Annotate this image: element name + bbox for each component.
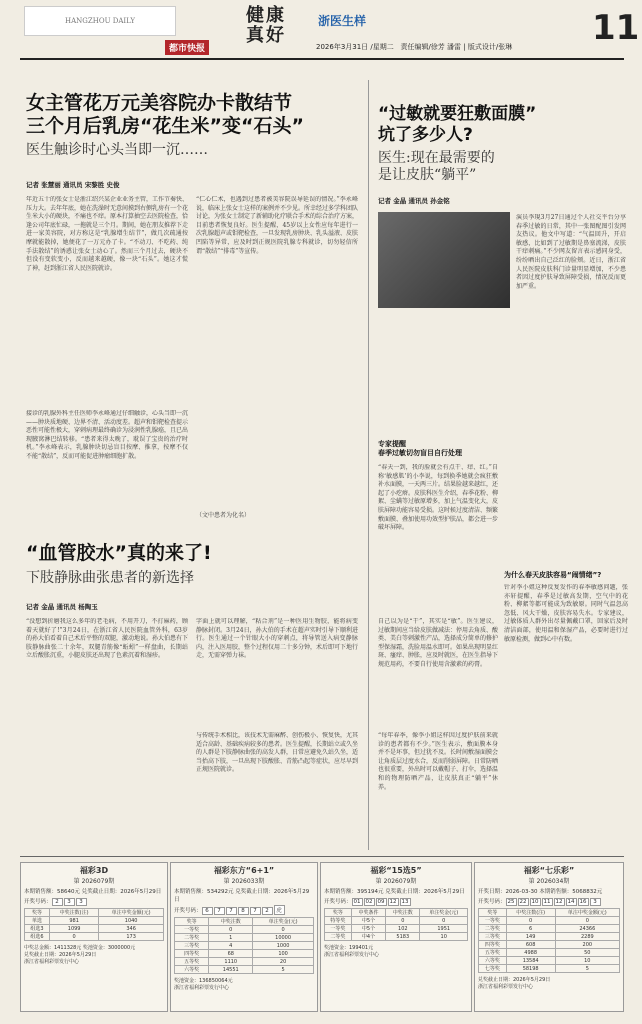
tag-badge: 都市快报 xyxy=(165,40,209,55)
article2-photo xyxy=(378,212,510,308)
header-rule xyxy=(20,58,624,60)
table-cell: 1 xyxy=(209,934,253,942)
section-title: 健康 真好 xyxy=(246,5,286,46)
table-cell: 0 xyxy=(386,917,420,925)
table-cell: 14551 xyxy=(209,966,253,974)
winning-number: 25 xyxy=(507,899,515,905)
article1-byline: 记者 张慧丽 通讯员 宋黎胜 史俊 xyxy=(26,181,120,189)
article3-subtitle: 下肢静脉曲张患者的新选择 xyxy=(26,570,194,586)
table-row xyxy=(175,934,314,942)
table-cell: 三等奖 xyxy=(175,942,209,950)
table-cell: 50 xyxy=(555,949,619,957)
table-header: 单注中奖金额(元) xyxy=(555,909,619,917)
winning-number: 12 xyxy=(389,899,397,905)
table-cell: 0 xyxy=(506,917,555,925)
table-header: 中奖注数 xyxy=(209,918,253,926)
article2-byline: 记者 金晶 通讯员 孙金铭 xyxy=(378,197,450,205)
hangzhou-daily-logo: HANGZHOU DAILY xyxy=(24,6,176,36)
article3-body-col2: 字面上就可以理解，“粘合剂”是一种医用生物胶，能将病变静脉封闭。3月24日，孙大伯的手术在超声实时引导下顺利进行。医生通过一个针眼大小的穿刺点，将导管送入病变静脉内，注入医用胶，整个过程仅用二十多分钟，术后即可下地行走，无需穿弹力袜。 xyxy=(196,618,358,660)
table-cell: 组选3 xyxy=(25,925,50,933)
table-cell: 六等奖 xyxy=(175,966,209,974)
article1-note: （文中患者为化名） xyxy=(196,512,251,519)
table-header: 中奖条件 xyxy=(351,909,385,917)
winning-number: 8 xyxy=(238,907,249,915)
table-cell: 10 xyxy=(555,957,619,965)
table-row xyxy=(479,957,620,965)
table-cell: 2289 xyxy=(555,933,619,941)
table-cell: 中5个 xyxy=(351,917,385,925)
winning-number: 7 xyxy=(214,907,225,915)
winning-number: 16 xyxy=(579,899,587,905)
table-cell: 1040 xyxy=(99,917,164,925)
table-cell: 中4个 xyxy=(351,933,385,941)
winning-number: 01 xyxy=(353,899,361,905)
lottery-info: 本期销售额：395194元 兑奖截止日期：2026年5月29日 xyxy=(324,889,465,895)
table-cell: 中5个 xyxy=(351,925,385,933)
table-row xyxy=(479,965,620,973)
article2-body-col2: 自己以为是“干”，其实是“敏”。医生建议，过敏期间应当给皮肤做减法：停用去角质、酸类、美白等刺激性产品，选择成分简单的修护型保湿霜，洗脸用温水即可。如果出现明显红斑、瘙痒、肿胀，应及时就医，在医生指导下规范用药，不要自行使用含激素的药膏。 xyxy=(378,618,498,668)
winning-number: 7 xyxy=(226,907,237,915)
table-row xyxy=(175,942,314,950)
table-row xyxy=(325,925,468,933)
table-cell: 6 xyxy=(506,925,555,933)
table-row xyxy=(479,933,620,941)
table-cell: 二等奖 xyxy=(175,934,209,942)
prize-table xyxy=(478,908,620,973)
winning-number: 虎 xyxy=(274,905,285,915)
table-cell: 三等奖 xyxy=(479,933,507,941)
table-cell: 0 xyxy=(253,926,314,934)
table-cell: 0 xyxy=(555,917,619,925)
article1-body-col3: “仁心仁术，也遇到过患者被美容院误导延误的情况。”李永峰说，临床上张女士这样的案例并不少见。所幸经过多学科团队讨论，为张女士制定了新辅助化疗联合手术的综合治疗方案，目前患者恢复良好。医生提醒，45岁以上女性应每年进行一次乳腺超声或钼靶检查，一旦发现乳房肿块、乳头溢液、皮肤凹陷等异常，应及时到正规医院乳腺专科就诊，切勿轻信所谓“散结”“排毒”等宣传。 xyxy=(196,196,358,255)
column-divider xyxy=(368,80,369,850)
winning-number: 7 xyxy=(250,907,261,915)
table-cell: 58198 xyxy=(506,965,555,973)
lottery-issue: 第 2026034期 xyxy=(528,878,570,885)
table-cell: 0 xyxy=(209,926,253,934)
winning-number: 11 xyxy=(543,899,551,905)
lottery-footer: 奖池资金：136850064元 浙江省福利彩票发行中心 xyxy=(174,978,233,991)
winning-number: 6 xyxy=(202,907,213,915)
brand-name: 浙医生样 xyxy=(318,14,367,28)
numbers-label: 开奖号码： xyxy=(174,908,202,914)
table-cell: 4988 xyxy=(506,949,555,957)
table-cell: 149 xyxy=(506,933,555,941)
date-line: 2026年3月31日 /星期二 责任编辑/徐芳 潘雷 | 版式设计/张琳 xyxy=(316,43,513,51)
table-cell: 346 xyxy=(99,925,164,933)
table-cell: 一等奖 xyxy=(175,926,209,934)
table-cell: 13584 xyxy=(506,957,555,965)
table-cell: 四等奖 xyxy=(479,941,507,949)
prize-table xyxy=(324,908,468,941)
table-row xyxy=(175,958,314,966)
lottery-fc3d xyxy=(20,862,168,1012)
table-header: 奖等 xyxy=(325,909,352,917)
table-row xyxy=(175,966,314,974)
article2-title: “过敏就要狂敷面膜” 坑了多少人? xyxy=(378,104,537,145)
table-cell: 五等奖 xyxy=(175,958,209,966)
table-cell: 5183 xyxy=(386,933,420,941)
numbers-label: 开奖号码： xyxy=(324,899,352,905)
table-header: 单注奖金(元) xyxy=(420,909,468,917)
table-header: 奖等 xyxy=(175,918,209,926)
table-row xyxy=(479,925,620,933)
table-header: 单注中奖金额(元) xyxy=(99,909,164,917)
article2-qa-head: 为什么春天皮肤容易“闹情绪”? xyxy=(504,571,602,579)
article3-body-col3: 与传统手术相比，该技术无需麻醉、创伤极小、恢复快，尤其适合高龄、基础疾病较多的患者。医生提醒，长期站立或久坐的人群是下肢静脉曲张的高发人群，日常应避免久站久坐，适当抬高下肢，一旦出现下肢酸胀、青筋凸起等症状，应尽早到正规医院就诊。 xyxy=(196,732,358,774)
article3-byline: 记者 金晶 通讯员 杨陶玉 xyxy=(26,603,98,611)
lottery-info: 本期销售额：534292元 兑奖截止日期：2026年5月29日 xyxy=(174,889,310,903)
table-cell: 100 xyxy=(253,950,314,958)
lottery-footer: 中奖总金额：1411328元 奖池资金：3000000元 兑奖截止日期：2026年5月29日 浙江省福利彩票发行中心 xyxy=(24,945,136,965)
table-cell: 1951 xyxy=(420,925,468,933)
numbers-label: 开奖号码： xyxy=(24,899,52,905)
table-cell: 0 xyxy=(50,933,99,941)
lottery-footer: 奖池资金：199401元 浙江省福利彩票发行中心 xyxy=(324,945,380,958)
lottery-info: 开奖日期：2026-03-30 本期销售额：5068832元 xyxy=(478,889,603,895)
table-row xyxy=(175,950,314,958)
article1-body-col2: 接诊的乳腺外科主任医师李永峰通过仔细触诊，心头当即一沉——肿块质地硬、边界不清、活动度差。超声和钼靶检查提示恶性可能性极大，穿刺病理最终确诊为浸润性乳腺癌，且已出现腋窝淋巴结转移。“患者来得太晚了，耽误了宝贵的治疗时机。”李永峰表示，乳腺肿块切忌盲目按摩、推拿，按摩不仅不能“散结”，反而可能促进肿瘤细胞扩散。 xyxy=(26,410,188,460)
table-cell: 1000 xyxy=(253,942,314,950)
table-cell: 组选6 xyxy=(25,933,50,941)
article1-subtitle: 医生触诊时心头当即一沉…… xyxy=(26,142,208,158)
table-header: 单注奖金(元) xyxy=(253,918,314,926)
lottery-rule xyxy=(20,856,624,857)
lottery-numbers xyxy=(478,897,620,906)
table-cell: 4 xyxy=(209,942,253,950)
lottery-name: 福彩“七乐彩” xyxy=(523,866,575,875)
article2-subtitle: 医生:现在最需要的 是让皮肤“躺平” xyxy=(378,150,495,183)
lottery-footer: 兑奖截止日期：2026年5月29日 浙江省福利彩票发行中心 xyxy=(478,977,551,990)
article2-body-col3: “每年春季，像李小姐这样因过度护肤前来就诊的患者都有不少。”医生表示，敷面膜本身并不是坏事，但过犹不及。长时间敷湿面膜会让角质层过度水合，反而削弱屏障。日常防晒也很重要，外出时可以戴帽子、打伞，选择温和的物理防晒产品，让皮肤真正“躺平”休养。 xyxy=(378,732,498,791)
article1-title: 女主管花万元美容院办卡散结节 三个月后乳房“花生米”变“石头” xyxy=(26,92,304,137)
lottery-info: 本期销售额：58640元 兑奖截止日期：2026年5月29日 xyxy=(24,889,162,895)
lottery-issue: 第 2026033期 xyxy=(223,878,265,885)
lottery-name: 福彩东方“6+1” xyxy=(213,866,275,875)
table-cell: 5 xyxy=(253,966,314,974)
lottery-name: 福彩“15选5” xyxy=(370,866,422,875)
table-cell: 七等奖 xyxy=(479,965,507,973)
table-row xyxy=(479,949,620,957)
table-cell: 单选 xyxy=(25,917,50,925)
table-cell: 四等奖 xyxy=(175,950,209,958)
lottery-numbers xyxy=(324,897,468,906)
table-cell: 24366 xyxy=(555,925,619,933)
table-cell: 1110 xyxy=(209,958,253,966)
table-cell: 1099 xyxy=(50,925,99,933)
article2-body-col1: “春天一到，我的脸就会有点干、痒、红。”自称‘敏感肌’的小李说，每到换季她就会疯狂敷补水面膜，一天两三片。结果脸越来越红，还起了小疙瘩。皮肤科医生介绍，春季花粉、柳絮、尘螨等过敏原增多，加上气温变化大，皮肤屏障功能容易受损。这时候过度清洁、频繁敷面膜、叠加使用功效型护肤品，都会进一步破坏屏障。 xyxy=(378,464,498,532)
table-cell: 二等奖 xyxy=(325,933,352,941)
lottery-numbers xyxy=(24,897,164,906)
lottery-numbers xyxy=(174,905,314,915)
table-header: 奖等 xyxy=(479,909,507,917)
winning-number: 3 xyxy=(590,898,601,906)
winning-number: 13 xyxy=(401,899,409,905)
winning-number: 10 xyxy=(531,899,539,905)
table-cell: 10 xyxy=(420,933,468,941)
page-number: 11 xyxy=(592,8,640,48)
winning-number: 2 xyxy=(52,898,63,906)
article2-intro: 演员李現3月27日通过个人社交平台分享春季过敏的日常，其中一张图配图引发网友热议。他文中写道：“气温回升，开启敏感，比如到了过敏期是鼻塞流涕，皮肤干痒刺痛。”不少网友留言表示感同身受，纷纷晒出自己泛红的脸颊。近日，浙江省人民医院皮肤科门诊量明显增加，不少患者因过度护肤导致屏障受损，情况反而更加严重。 xyxy=(516,214,626,290)
lottery-name: 福彩3D xyxy=(79,866,109,875)
winning-number: 09 xyxy=(377,899,385,905)
table-cell: 五等奖 xyxy=(479,949,507,957)
lottery-qilecai xyxy=(474,862,624,1012)
numbers-label: 开奖号码： xyxy=(478,899,506,905)
table-cell: 二等奖 xyxy=(479,925,507,933)
table-row xyxy=(325,917,468,925)
article1-body-col1: 年近五十的张女士是浙江绍兴某企业业务主管，工作节奏快、压力大。去年年底，她在洗澡时无意间摸到右侧乳房有一个花生米大小的硬块，不痛也不痒。原本打算抽空去医院检查，恰逢公司年底忙碌，一拖就是三个月。期间，她在朋友推荐下走进一家美容院，对方称这是“乳腺增生结节”，做几次疏通按摩就能散掉，她便花了一万元办了卡。“不动刀、不吃药、纯手法散结”的诱惑让张女士动心了。然而三个月过去，硬块不但没有变软变小，反而越来越硬，像一块“石头”。她这才慌了神，赶到浙江省人民医院就诊。 xyxy=(26,196,188,272)
table-cell: 六等奖 xyxy=(479,957,507,965)
table-cell: 608 xyxy=(506,941,555,949)
table-cell: 10000 xyxy=(253,934,314,942)
page-header xyxy=(0,0,642,62)
table-header: 中奖注数(注) xyxy=(506,909,555,917)
winning-number: 3 xyxy=(76,898,87,906)
winning-number: 2 xyxy=(262,907,273,915)
article3-body-col1: “没想到折磨我这么多年的老毛病，不用开刀，不打麻药，顾着天就好了!”3月24日，在浙江省人民医院血管外科，63岁的孙大伯看着自己术后平整的双腿，激动地说。孙大伯患有下肢静脉曲张二十余年，双腿青筋像“蚯蚓”一样盘曲，长期站立后酸胀沉重，小腿皮肤还出现了色素沉着和湿疹。 xyxy=(26,618,188,660)
table-cell: 68 xyxy=(209,950,253,958)
table-row xyxy=(25,925,164,933)
table-cell: 200 xyxy=(555,941,619,949)
article3-title: “血管胶水”真的来了! xyxy=(26,542,212,564)
table-header: 中奖注数(注) xyxy=(50,909,99,917)
table-row xyxy=(25,933,164,941)
lottery-15x5 xyxy=(320,862,472,1012)
table-row xyxy=(175,926,314,934)
table-cell: 20 xyxy=(253,958,314,966)
table-cell: 0 xyxy=(420,917,468,925)
table-cell: 102 xyxy=(386,925,420,933)
prize-table xyxy=(174,917,314,974)
table-header: 奖等 xyxy=(25,909,50,917)
table-cell: 5 xyxy=(555,965,619,973)
lottery-issue: 第 2026079期 xyxy=(73,878,115,885)
table-cell: 981 xyxy=(50,917,99,925)
lottery-issue: 第 2026079期 xyxy=(375,878,417,885)
article2-section-head: 专家提醒 春季过敏切勿盲目自行处理 xyxy=(378,440,462,457)
table-header: 中奖注数 xyxy=(386,909,420,917)
article2-qa-body: 针对李小姐这种反复发作的春季敏感问题，张亦轩提醒，春季是过敏高发期，空气中的花粉、柳絮等都可能成为致敏原。同时气温忽高忽低、风大干燥，皮肤容易失水。专家建议，过敏体质人群外出尽量佩戴口罩，回家后及时清洁面部，使用温和保湿产品，必要时进行过敏原检测，做到心中有数。 xyxy=(504,584,628,643)
table-row xyxy=(479,917,620,925)
prize-table xyxy=(24,908,164,941)
winning-number: 22 xyxy=(519,899,527,905)
table-row xyxy=(325,933,468,941)
table-cell: 特等奖 xyxy=(325,917,352,925)
table-cell: 一等奖 xyxy=(479,917,507,925)
lottery-6plus1 xyxy=(170,862,318,1012)
winning-number: 14 xyxy=(567,899,575,905)
table-row xyxy=(479,941,620,949)
table-cell: 一等奖 xyxy=(325,925,352,933)
winning-number: 3 xyxy=(64,898,75,906)
table-row xyxy=(25,917,164,925)
table-cell: 173 xyxy=(99,933,164,941)
winning-number: 02 xyxy=(365,899,373,905)
winning-number: 12 xyxy=(555,899,563,905)
